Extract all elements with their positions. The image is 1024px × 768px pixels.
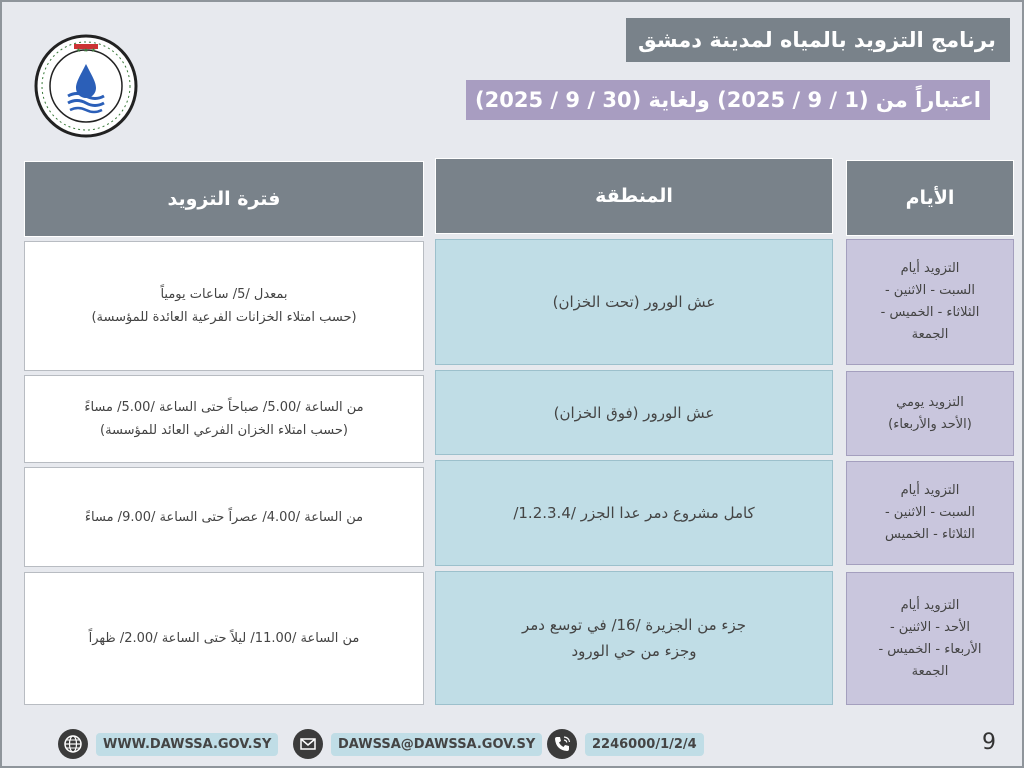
table-row-2-area: عش الورور (فوق الخزان) [435,370,833,455]
page-number: 9 [982,730,996,755]
table-row-1-days: التزويد أيام السبت - الاثنين - الثلاثاء - الخميس - الجمعة [846,239,1014,365]
table-row-3-area: كامل مشروع دمر عدا الجزر /1.2.3.4/ [435,460,833,566]
table-row-2-period: من الساعة /5.00/ صباحاً حتى الساعة /5.00/ مساءً (حسب امتلاء الخزان الفرعي العائد للمؤسسة) [24,375,424,463]
column-header-area: المنطقة [435,158,833,234]
phone-number[interactable]: 2246000/1/2/4 [585,733,704,756]
table-row-2-days: التزويد يومي (الأحد والأربعاء) [846,371,1014,456]
page-title: برنامج التزويد بالمياه لمدينة دمشق [626,18,1010,62]
table-row-1-period: بمعدل /5/ ساعات يومياً (حسب امتلاء الخزانات الفرعية العائدة للمؤسسة) [24,241,424,371]
table-row-4-area: جزء من الجزيرة /16/ في توسع دمر وجزء من حي الورود [435,571,833,705]
email-link[interactable]: DAWSSA@DAWSSA.GOV.SY [331,733,542,756]
website-link[interactable]: WWW.DAWSSA.GOV.SY [96,733,278,756]
svg-text:★ ★ ★: ★ ★ ★ [76,47,96,54]
table-row-1-area: عش الورور (تحت الخزان) [435,239,833,365]
envelope-icon [293,729,323,759]
footer-email[interactable] [293,729,542,759]
table-row-3-period: من الساعة /4.00/ عصراً حتى الساعة /9.00/ مساءً [24,467,424,567]
phone-icon [547,729,577,759]
column-header-days: الأيام [846,160,1014,236]
date-range-banner: اعتباراً من (1 / 9 / 2025) ولغاية (30 / 9 / 2025) [466,80,990,120]
footer-phone[interactable] [547,729,704,759]
table-row-4-days: التزويد أيام الأحد - الاثنين - الأربعاء - الخميس - الجمعة [846,572,1014,705]
table-row-4-period: من الساعة /11.00/ ليلاً حتى الساعة /2.00/ ظهراً [24,572,424,705]
table-row-3-days: التزويد أيام السبت - الاثنين - الثلاثاء - الخميس [846,461,1014,565]
globe-icon [58,729,88,759]
organization-logo [34,34,138,138]
footer-website[interactable] [58,729,278,759]
column-header-period: فترة التزويد [24,161,424,237]
